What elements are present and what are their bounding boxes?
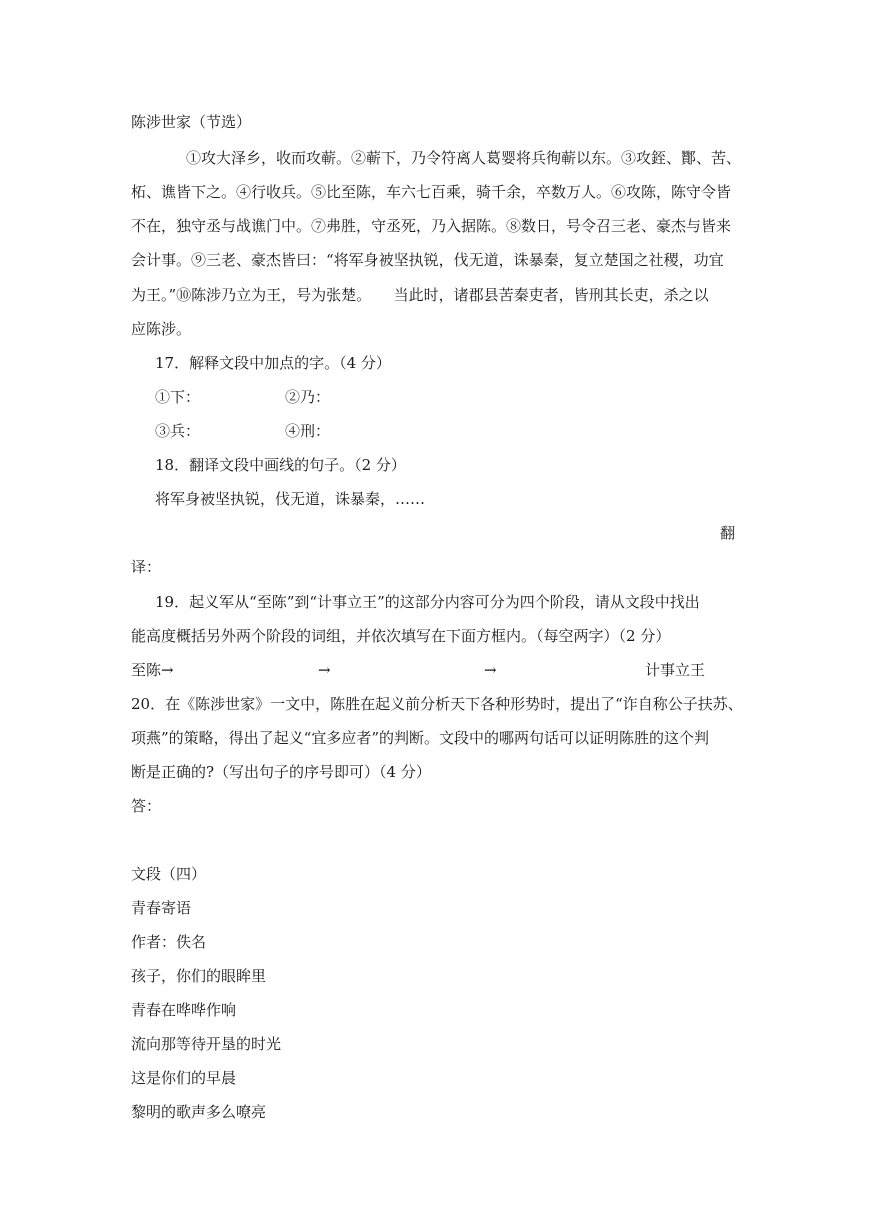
passage-line: 柘、谯皆下之。④行收兵。⑤比至陈，车六七百乘，骑千余，卒数万人。⑥攻陈，陈守令皆: [131, 183, 732, 201]
question-17-item-d: ④刑：: [285, 422, 331, 440]
poem-line: 青春在哗哗作响: [131, 1001, 237, 1019]
question-17-stem: 17．解释文段中加点的字。（4 分）: [155, 354, 391, 372]
question-20-line1: 20．在《陈涉世家》一文中，陈胜在起义前分析天下各种形势时，提出了“诈自称公子扶苏、: [131, 695, 743, 713]
passage-line: 会计事。⑨三老、豪杰皆曰：“将军身被坚执锐，伐无道，诛暴秦，复立楚国之社稷，功宜: [131, 251, 724, 269]
question-19-stem-line2: 能高度概括另外两个阶段的词组，并依次填写在下面方框内。（每空两字）（2 分）: [131, 627, 671, 645]
question-18-stem: 18．翻译文段中画线的句子。（2 分）: [155, 456, 406, 474]
answer-label: 答：: [131, 797, 162, 815]
question-19-stem-line1: 19．起义军从“至陈”到“计事立王”的这部分内容可分为四个阶段，请从文段中找出: [155, 593, 700, 611]
poem-line: 这是你们的早晨: [131, 1069, 237, 1087]
poem-author: 作者：佚名: [131, 933, 207, 951]
question-20-line2: 项燕”的策略，得出了起义“宜多应者”的判断。文段中的哪两句话可以证明陈胜的这个判: [131, 729, 710, 747]
question-20-line3: 断是正确的?（写出句子的序号即可）（4 分）: [131, 763, 431, 781]
poem-line: 黎明的歌声多么嘹亮: [131, 1103, 267, 1121]
question-17-item-c: ③兵：: [155, 422, 201, 440]
poem-line: 流向那等待开垦的时光: [131, 1035, 282, 1053]
stage-arrow: →: [484, 661, 497, 679]
passage-line: ①攻大泽乡，收而攻蕲。②蕲下，乃令符离人葛婴将兵徇蕲以东。③攻銍、酇、苦、: [186, 149, 742, 167]
stage-start: 至陈→: [131, 661, 174, 679]
passage-title: 陈涉世家（节选）: [131, 113, 252, 131]
passage-line: 应陈涉。: [131, 320, 192, 338]
question-18-sentence: 将军身被坚执锐，伐无道，诛暴秦，……: [155, 490, 426, 508]
section-heading: 文段（四）: [131, 865, 207, 883]
poem-title: 青春寄语: [131, 899, 192, 917]
stage-arrow: →: [318, 661, 331, 679]
stage-end: 计事立王: [645, 661, 706, 679]
question-17-item-b: ②乃：: [285, 388, 331, 406]
poem-line: 孩子，你们的眼眸里: [131, 967, 267, 985]
question-17-item-a: ①下：: [155, 388, 201, 406]
translate-label-start: 译：: [131, 558, 162, 576]
translate-label-end: 翻: [720, 524, 736, 542]
passage-line: 不在，独守丞与战谯门中。⑦弗胜，守丞死，乃入据陈。⑧数日，号令召三老、豪杰与皆来: [131, 217, 732, 235]
passage-line: 为王。”⑩陈涉乃立为王，号为张楚。 当此时，诸郡县苦秦吏者，皆刑其长吏，杀之以: [131, 286, 709, 304]
